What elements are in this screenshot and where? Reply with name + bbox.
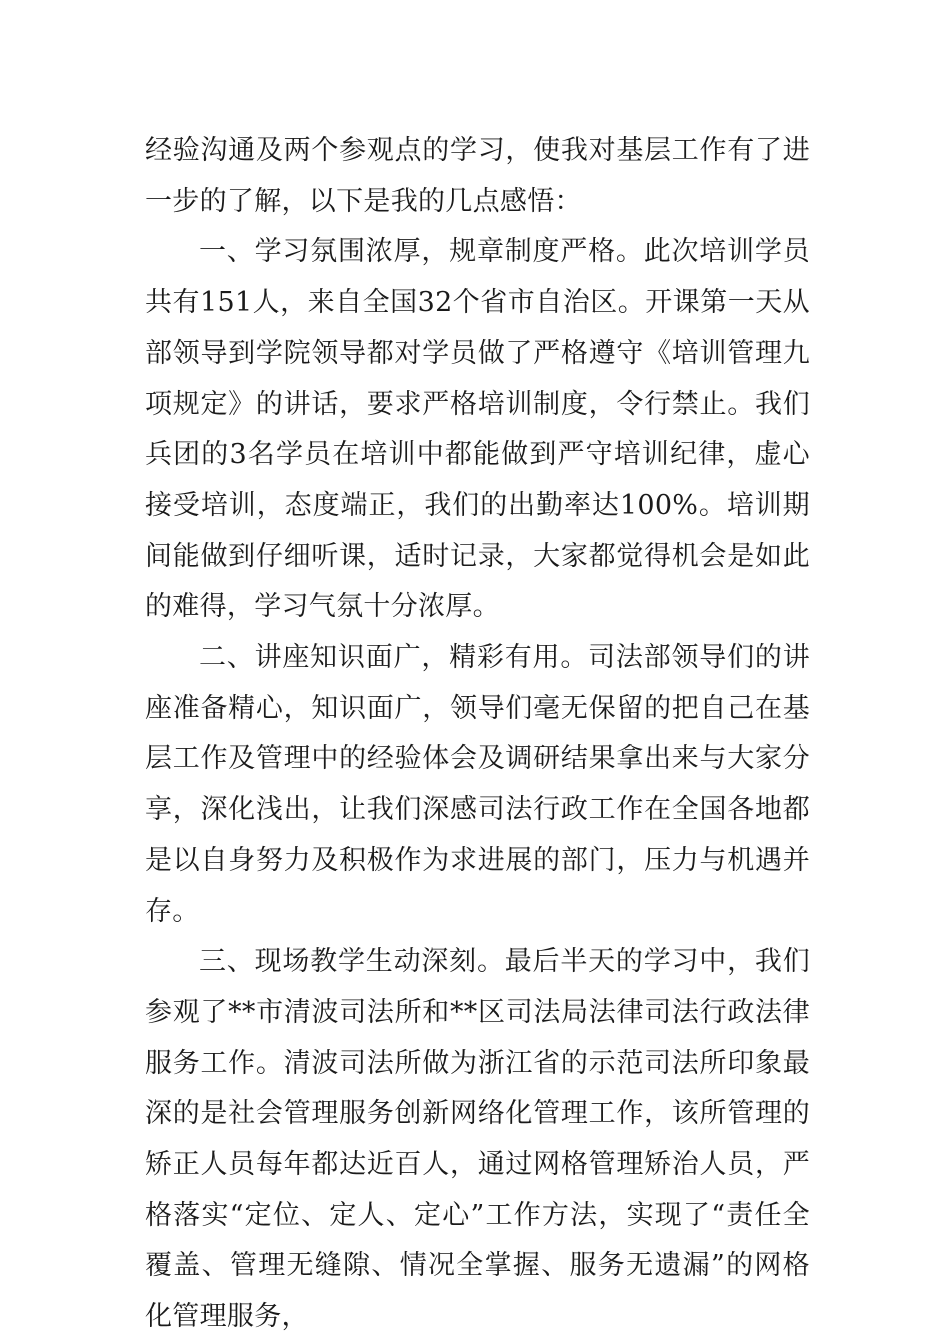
paragraph-field-teaching: 三、现场教学生动深刻。最后半天的学习中，我们参观了**市清波司法所和**区司法局法律司法行政法律服务工作。清波司法所做为浙江省的示范司法所印象最深的是社会管理服务创新网络化管理工作，该所管理的矫正人员每年都达近百人，通过网格管理矫治人员，严格落实“定位、定人、定心”工作方法，实现了“责任全覆盖、管理无缝隙、情况全掌握、服务无遗漏”的网格化管理服务， <box>145 946 810 1333</box>
document-body <box>145 126 810 1343</box>
paragraph-lectures: 二、讲座知识面广，精彩有用。司法部领导们的讲座准备精心，知识面广，领导们毫无保留的把自己在基层工作及管理中的经验体会及调研结果拿出来与大家分享，深化浅出，让我们深感司法行政工作在全国各地都是以自身努力及积极作为求进展的部门，压力与机遇并存。 <box>145 642 810 927</box>
paragraph-intro-continuation: 经验沟通及两个参观点的学习，使我对基层工作有了进一步的了解，以下是我的几点感悟： <box>145 135 810 217</box>
paragraph-learning-atmosphere: 一、学习氛围浓厚，规章制度严格。此次培训学员共有151人，来自全国32个省市自治区。开课第一天从部领导到学院领导都对学员做了严格遵守《培训管理九项规定》的讲话，要求严格培训制度，令行禁止。我们兵团的3名学员在培训中都能做到严守培训纪律，虚心接受培训，态度端正，我们的出勤率达100%。培训期间能做到仔细听课，适时记录，大家都觉得机会是如此的难得，学习气氛十分浓厚。 <box>145 236 810 623</box>
